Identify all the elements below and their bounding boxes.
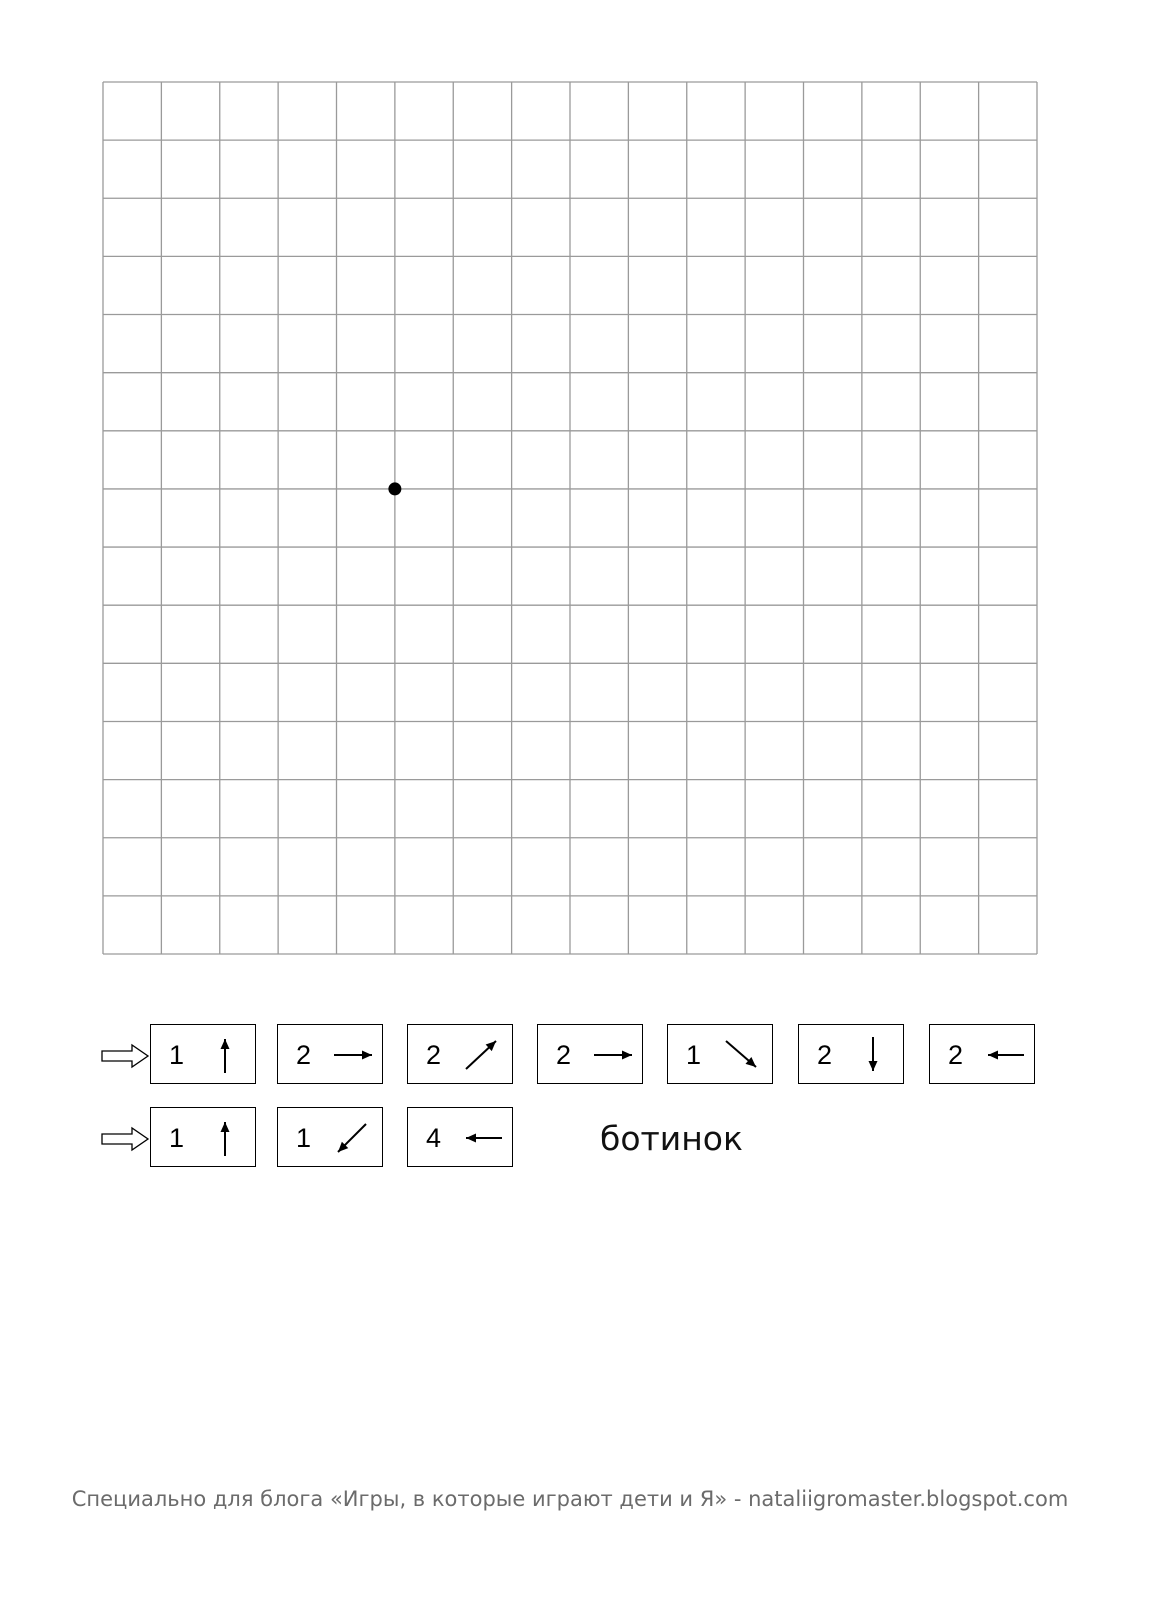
row-start-arrow-icon xyxy=(100,1126,150,1152)
instruction-card xyxy=(407,1107,513,1167)
arrow-down-left-icon xyxy=(330,1116,374,1160)
arrow-left-icon xyxy=(460,1116,504,1160)
step-count: 2 xyxy=(948,1040,964,1070)
instruction-card xyxy=(407,1024,513,1084)
arrow-right-icon xyxy=(330,1033,374,1077)
arrow-up-icon xyxy=(203,1033,247,1077)
step-count: 4 xyxy=(426,1123,442,1153)
instruction-card xyxy=(798,1024,904,1084)
step-count: 1 xyxy=(686,1040,702,1070)
arrow-down-icon xyxy=(851,1033,895,1077)
row-start-arrow-icon xyxy=(100,1043,150,1069)
instruction-card xyxy=(150,1024,256,1084)
arrow-right-icon xyxy=(590,1033,634,1077)
instruction-card xyxy=(277,1107,383,1167)
step-count: 2 xyxy=(556,1040,572,1070)
instruction-card xyxy=(667,1024,773,1084)
arrow-up-right-icon xyxy=(460,1033,504,1077)
instruction-card xyxy=(537,1024,643,1084)
arrow-left-icon xyxy=(982,1033,1026,1077)
step-count: 1 xyxy=(169,1040,185,1070)
step-count: 2 xyxy=(426,1040,442,1070)
arrow-up-icon xyxy=(203,1116,247,1160)
arrow-down-right-icon xyxy=(720,1033,764,1077)
answer-word: ботинок xyxy=(600,1119,743,1158)
instruction-card xyxy=(929,1024,1035,1084)
instruction-card xyxy=(150,1107,256,1167)
step-count: 2 xyxy=(296,1040,312,1070)
start-point-dot xyxy=(388,482,401,495)
instruction-card xyxy=(277,1024,383,1084)
step-count: 1 xyxy=(296,1123,312,1153)
step-count: 2 xyxy=(817,1040,833,1070)
footer-credit: Специально для блога «Игры, в которые играют дети и Я» - nataliigromaster.blogspot.com xyxy=(71,1487,1069,1511)
step-count: 1 xyxy=(169,1123,185,1153)
